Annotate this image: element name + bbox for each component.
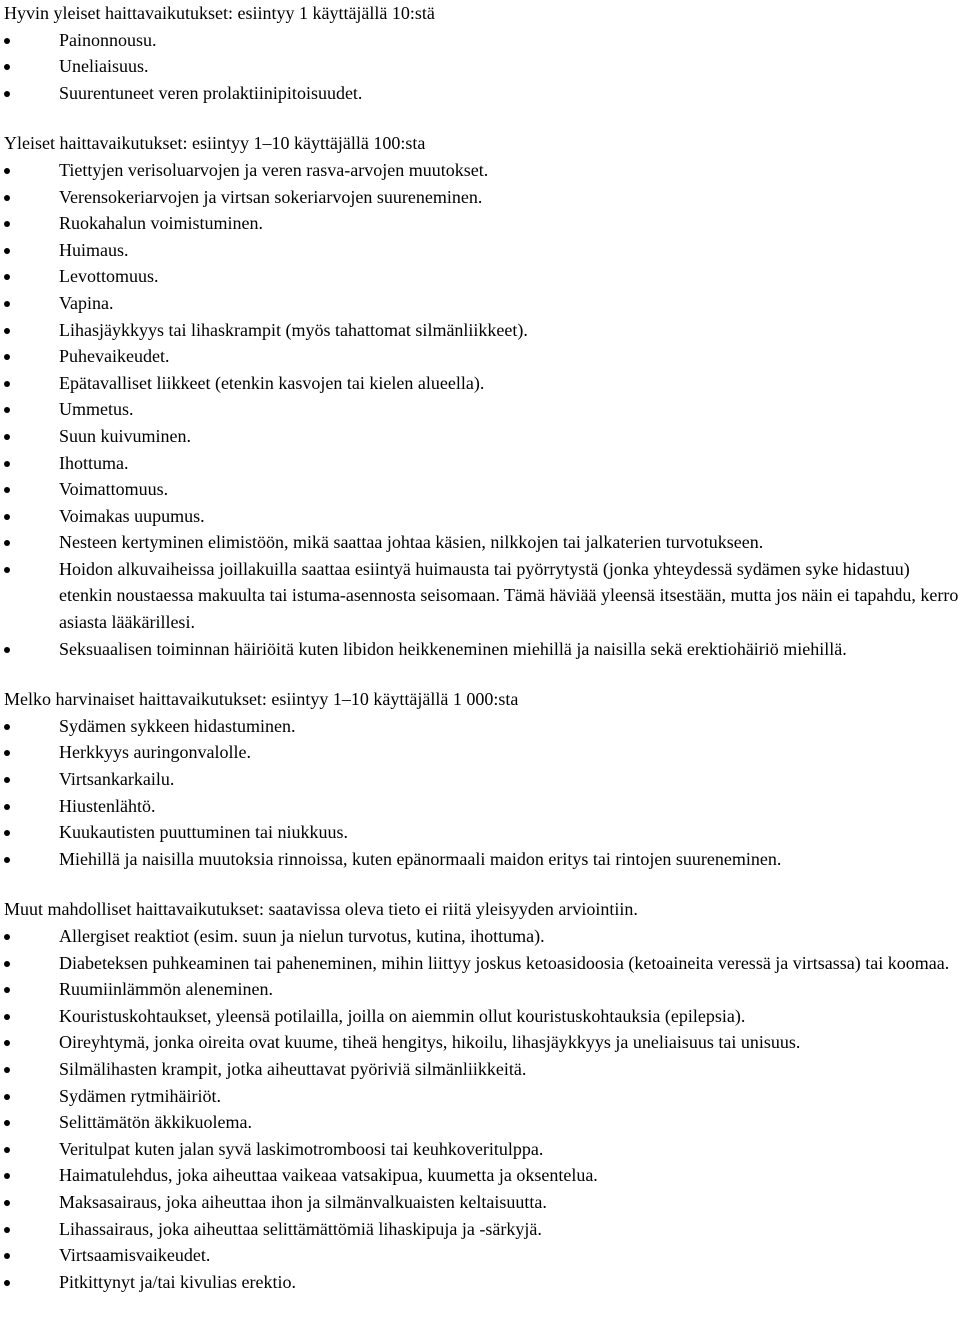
list-item-text: Allergiset reaktiot (esim. suun ja nielun turvotus, kutina, ihottuma). bbox=[59, 926, 545, 946]
list-item-text: Silmälihasten krampit, jotka aiheuttavat pyöriviä silmänliikkeitä. bbox=[59, 1058, 527, 1079]
list-item bbox=[4, 1269, 959, 1296]
bullet-icon bbox=[4, 381, 10, 387]
list-item-text: Levottomuus. bbox=[59, 266, 159, 287]
bullet-icon bbox=[4, 1227, 10, 1233]
list-item bbox=[4, 793, 959, 820]
bullet-icon bbox=[4, 461, 10, 467]
list-item-text: Nesteen kertyminen elimistöön, mikä saattaa johtaa käsien, nilkkojen tai jalkaterien turvotukseen. bbox=[59, 532, 764, 553]
list-item-text: Hoidon alkuvaiheissa joillakuilla saattaa esiintyä huimausta tai pyörrytystä (jonka yhteydessä sydämen syke hidastuu) etenkin noustaessa makuulta tai istuma-asennosta seisomaan. Tämä häviää yleensä itsestään, mutta jos näin ei tapahdu, kerro asiasta lääkärillesi. bbox=[59, 558, 959, 633]
list-item-text: Maksasairaus, joka aiheuttaa ihon ja silmänvalkuaisten keltaisuutta. bbox=[59, 1191, 547, 1212]
list-item-text: Ruumiinlämmön aleneminen. bbox=[59, 979, 273, 1000]
bullet-icon bbox=[4, 328, 10, 334]
list-item bbox=[4, 476, 959, 503]
section-heading: Hyvin yleiset haittavaikutukset: esiintyy 1 käyttäjällä 10:stä bbox=[4, 3, 435, 23]
bullet-icon bbox=[4, 1067, 10, 1073]
bullet-icon bbox=[4, 1280, 10, 1286]
bullet-icon bbox=[4, 1014, 10, 1020]
list-item bbox=[4, 27, 959, 54]
bullet-icon bbox=[4, 1147, 10, 1153]
bullet-icon bbox=[4, 221, 10, 227]
list-item bbox=[4, 739, 959, 766]
list-item-text: Seksuaalisen toiminnan häiriöitä kuten libidon heikkeneminen miehillä ja naisilla sekä erektiohäiriö miehillä. bbox=[59, 638, 847, 659]
list-item bbox=[4, 237, 959, 264]
list-item-text: Virtsaamisvaikeudet. bbox=[59, 1245, 211, 1266]
side-effects-list bbox=[4, 157, 960, 662]
list-item bbox=[4, 184, 959, 211]
list-item-text: Lihasjäykkyys tai lihaskrampit (myös tahattomat silmänliikkeet). bbox=[59, 319, 528, 340]
list-item-text: Virtsankarkailu. bbox=[59, 769, 175, 790]
list-item-text: Verensokeriarvojen ja virtsan sokeriarvojen suureneminen. bbox=[59, 186, 483, 207]
list-item-text: Ruokahalun voimistuminen. bbox=[59, 213, 263, 234]
list-item bbox=[4, 1189, 959, 1216]
list-item-text: Miehillä ja naisilla muutoksia rinnoissa, kuten epänormaali maidon eritys tai rintojen suureneminen. bbox=[59, 848, 782, 869]
list-item bbox=[4, 529, 959, 556]
list-item-text: Sydämen rytmihäiriöt. bbox=[59, 1085, 221, 1106]
bullet-icon bbox=[4, 724, 10, 730]
list-item-text: Pitkittynyt ja/tai kivulias erektio. bbox=[59, 1271, 296, 1292]
side-effects-sections bbox=[4, 0, 960, 1295]
list-item-text: Hiustenlähtö. bbox=[59, 795, 156, 816]
bullet-icon bbox=[4, 434, 10, 440]
bullet-icon bbox=[4, 354, 10, 360]
bullet-icon bbox=[4, 301, 10, 307]
list-item-text: Sydämen sykkeen hidastuminen. bbox=[59, 715, 296, 736]
list-item bbox=[4, 290, 959, 317]
side-effects-section bbox=[4, 896, 960, 1295]
list-item bbox=[4, 450, 959, 477]
bullet-icon bbox=[4, 1200, 10, 1206]
list-item bbox=[4, 923, 959, 950]
bullet-icon bbox=[4, 961, 10, 967]
bullet-icon bbox=[4, 934, 10, 940]
bullet-icon bbox=[4, 987, 10, 993]
bullet-icon bbox=[4, 1120, 10, 1126]
bullet-icon bbox=[4, 540, 10, 546]
bullet-icon bbox=[4, 168, 10, 174]
list-item-text: Herkkyys auringonvalolle. bbox=[59, 742, 251, 763]
list-item-text: Suurentuneet veren prolaktiinipitoisuudet. bbox=[59, 82, 363, 103]
side-effects-list bbox=[4, 27, 960, 107]
list-item bbox=[4, 976, 959, 1003]
list-item-text: Lihassairaus, joka aiheuttaa selittämättömiä lihaskipuja ja -särkyjä. bbox=[59, 1218, 542, 1239]
list-item bbox=[4, 950, 959, 977]
list-item-text: Epätavalliset liikkeet (etenkin kasvojen tai kielen alueella). bbox=[59, 372, 485, 393]
side-effects-list bbox=[4, 923, 960, 1295]
list-item bbox=[4, 1136, 959, 1163]
list-item bbox=[4, 1162, 959, 1189]
bullet-icon bbox=[4, 407, 10, 413]
bullet-icon bbox=[4, 1094, 10, 1100]
section-heading: Melko harvinaiset haittavaikutukset: esiintyy 1–10 käyttäjällä 1 000:sta bbox=[4, 689, 519, 710]
list-item-text: Kuukautisten puuttuminen tai niukkuus. bbox=[59, 822, 348, 843]
bullet-icon bbox=[4, 91, 10, 97]
section-heading: Yleiset haittavaikutukset: esiintyy 1–10 käyttäjällä 100:sta bbox=[4, 133, 426, 154]
list-item bbox=[4, 396, 959, 423]
bullet-icon bbox=[4, 1253, 10, 1259]
bullet-icon bbox=[4, 38, 10, 44]
list-item bbox=[4, 636, 959, 663]
list-item bbox=[4, 1242, 959, 1269]
list-item bbox=[4, 210, 959, 237]
list-item bbox=[4, 846, 959, 873]
list-item-text: Kouristuskohtaukset, yleensä potilailla, joilla on aiemmin ollut kouristuskohtauksia (epilepsia). bbox=[59, 1005, 746, 1026]
bullet-icon bbox=[4, 750, 10, 756]
list-item bbox=[4, 556, 959, 636]
list-item-text: Painonnousu. bbox=[59, 29, 157, 50]
list-item-text: Suun kuivuminen. bbox=[59, 425, 192, 446]
bullet-icon bbox=[4, 195, 10, 201]
list-item bbox=[4, 1109, 959, 1136]
list-item bbox=[4, 157, 959, 184]
list-item bbox=[4, 1056, 959, 1083]
list-item-text: Selittämätön äkkikuolema. bbox=[59, 1112, 252, 1133]
bullet-icon bbox=[4, 514, 10, 520]
bullet-icon bbox=[4, 804, 10, 810]
list-item bbox=[4, 317, 959, 344]
list-item bbox=[4, 370, 959, 397]
list-item bbox=[4, 53, 959, 80]
list-item-text: Diabeteksen puhkeaminen tai paheneminen, mihin liittyy joskus ketoasidoosia (ketoaineita veressä ja virtsassa) tai koomaa. bbox=[59, 952, 950, 973]
list-item bbox=[4, 503, 959, 530]
list-item bbox=[4, 1216, 959, 1243]
side-effects-section bbox=[4, 686, 960, 872]
bullet-icon bbox=[4, 647, 10, 653]
list-item-text: Voimattomuus. bbox=[59, 479, 169, 500]
bullet-icon bbox=[4, 487, 10, 493]
bullet-icon bbox=[4, 830, 10, 836]
bullet-icon bbox=[4, 64, 10, 70]
list-item bbox=[4, 343, 959, 370]
bullet-icon bbox=[4, 567, 10, 573]
list-item bbox=[4, 423, 959, 450]
list-item-text: Haimatulehdus, joka aiheuttaa vaikeaa vatsakipua, kuumetta ja oksentelua. bbox=[59, 1165, 598, 1186]
list-item bbox=[4, 1003, 959, 1030]
bullet-icon bbox=[4, 1173, 10, 1179]
list-item-text: Puhevaikeudet. bbox=[59, 346, 170, 367]
list-item-text: Uneliaisuus. bbox=[59, 56, 149, 77]
list-item bbox=[4, 766, 959, 793]
list-item bbox=[4, 80, 959, 107]
list-item-text: Voimakas uupumus. bbox=[59, 505, 205, 526]
list-item bbox=[4, 819, 959, 846]
list-item-text: Veritulpat kuten jalan syvä laskimotromboosi tai keuhkoveritulppa. bbox=[59, 1138, 544, 1159]
side-effects-section bbox=[4, 0, 960, 106]
list-item-text: Ihottuma. bbox=[59, 452, 129, 473]
section-heading: Muut mahdolliset haittavaikutukset: saatavissa oleva tieto ei riitä yleisyyden arviointiin. bbox=[4, 899, 638, 920]
bullet-icon bbox=[4, 248, 10, 254]
bullet-icon bbox=[4, 777, 10, 783]
list-item-text: Oireyhtymä, jonka oireita ovat kuume, tiheä hengitys, hikoilu, lihasjäykkyys ja uneliaisuus tai unisuus. bbox=[59, 1032, 801, 1053]
side-effects-section bbox=[4, 130, 960, 662]
bullet-icon bbox=[4, 1040, 10, 1046]
list-item bbox=[4, 713, 959, 740]
list-item-text: Vapina. bbox=[59, 292, 114, 313]
list-item bbox=[4, 1083, 959, 1110]
list-item bbox=[4, 1029, 959, 1056]
list-item-text: Huimaus. bbox=[59, 239, 129, 260]
list-item-text: Ummetus. bbox=[59, 399, 134, 420]
bullet-icon bbox=[4, 274, 10, 280]
list-item bbox=[4, 263, 959, 290]
list-item-text: Tiettyjen verisoluarvojen ja veren rasva-arvojen muutokset. bbox=[59, 159, 489, 180]
side-effects-list bbox=[4, 713, 960, 873]
bullet-icon bbox=[4, 857, 10, 863]
